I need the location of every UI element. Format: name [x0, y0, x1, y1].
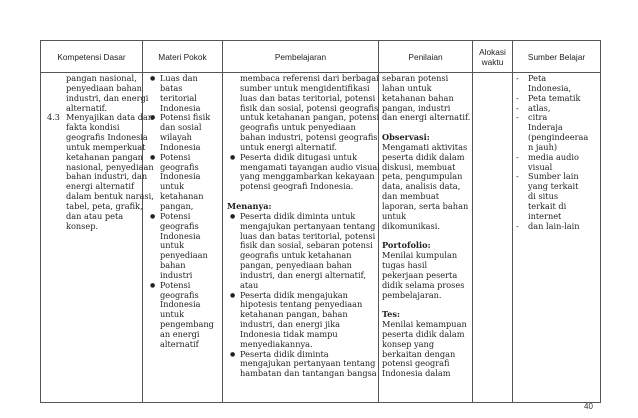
pembelajaran-line: industri, dan energi alternatif,	[240, 269, 366, 280]
content-row	[41, 73, 601, 403]
sumber-line: media audio	[528, 151, 579, 162]
materi-item	[147, 212, 222, 281]
materi-line: Indonesia	[160, 102, 201, 113]
pembelajaran-line: geografis untuk ketahanan	[240, 250, 352, 261]
kd-line: penyediaan bahan	[66, 82, 142, 93]
dash-marker: -	[516, 102, 519, 113]
pembelajaran-line: geografis untuk penyediaan	[240, 122, 356, 133]
materi-line: Indonesia	[160, 230, 201, 241]
sumber-line: Sumber lain	[528, 171, 579, 182]
pembelajaran-line: hambatan dan tantangan bangsa	[240, 368, 377, 379]
pembelajaran-line: ● Peserta didik mengajukan	[240, 289, 348, 300]
penilaian-line: ketahanan bahan	[382, 92, 454, 103]
materi-line: untuk	[160, 181, 185, 192]
pembelajaran-line: ● Peserta didik ditugasi untuk	[240, 151, 358, 162]
penilaian-line: didik selama proses	[382, 279, 465, 290]
penilaian-line: potensi geografi	[382, 358, 450, 369]
penilaian-line: pangan, industri	[382, 102, 451, 113]
penilaian-line: dan energi alternatif.	[382, 112, 471, 123]
sumber-line: dan lain-lain	[528, 220, 580, 231]
observasi-heading: Observasi:	[382, 132, 430, 143]
materi-line: ketahanan	[160, 191, 204, 202]
materi-line: untuk	[160, 309, 185, 320]
pembelajaran-bullet	[227, 212, 378, 291]
penilaian-line: lahan untuk	[382, 82, 432, 93]
sumber-line: di situs	[528, 191, 559, 202]
materi-line: bahan	[160, 260, 186, 271]
tes-heading: Tes:	[382, 309, 400, 320]
sumber-line: Peta	[528, 73, 547, 83]
kd-line: dalam bentuk narasi,	[66, 191, 154, 202]
dash-marker: -	[516, 171, 519, 182]
header-materi: Materi Pokok	[143, 41, 223, 73]
pembelajaran-line: potensi geografi Indonesia.	[240, 181, 354, 192]
penilaian-line: peserta didik dalam	[382, 151, 465, 162]
penilaian-line: untuk	[382, 210, 407, 221]
pembelajaran-line: ● Peserta didik diminta untuk	[240, 210, 356, 221]
header-pembelajaran: Pembelajaran	[223, 41, 379, 73]
materi-line: batas	[160, 82, 183, 93]
pembelajaran-line: membaca referensi dari berbagai	[240, 73, 379, 83]
dash-marker: -	[516, 73, 519, 83]
pembelajaran-line: hipotesis tentang penyediaan	[240, 299, 363, 310]
pembelajaran-bullet	[227, 350, 378, 380]
pembelajaran-line: sumber untuk mengidentifikasi	[240, 82, 370, 93]
sumber-line: n jauh)	[528, 141, 558, 152]
materi-line: geografis	[160, 289, 199, 300]
kd-line: tabel, peta, grafik,	[66, 200, 143, 211]
kd-line: nasional, penyediaan	[66, 161, 154, 172]
kd-line: industri, dan energi	[66, 92, 149, 103]
materi-line: pangan,	[160, 200, 194, 211]
materi-line: industri	[160, 269, 193, 280]
penilaian-line: konsep yang	[382, 338, 435, 349]
pembelajaran-line: untuk energi alternatif.	[240, 141, 337, 152]
dash-marker: -	[516, 112, 519, 123]
portofolio-heading: Portofolio:	[382, 240, 431, 251]
materi-line: untuk	[160, 240, 185, 251]
materi-line: geografis	[160, 220, 199, 231]
pembelajaran-line: yang menggambarkan kekayaan	[240, 171, 375, 182]
header-penilaian: Penilaian	[379, 41, 473, 73]
kd-line: untuk memperkuat	[66, 141, 146, 152]
curriculum-table	[40, 40, 601, 403]
pembelajaran-line: mengamati tayangan audio visual	[240, 161, 380, 172]
penilaian-line: pembelajaran.	[382, 289, 442, 300]
pembelajaran-line: mengajukan pertanyaan tentang	[240, 220, 376, 231]
sumber-line: Inderaja	[528, 122, 563, 133]
materi-line: ● Potensi	[160, 279, 191, 290]
materi-line: penyediaan	[160, 250, 208, 261]
cell-materi	[143, 73, 223, 403]
sumber-item	[516, 113, 600, 152]
menanya-heading: Menanya:	[227, 200, 272, 211]
materi-item	[147, 113, 222, 152]
sumber-line: Indonesia,	[528, 82, 572, 93]
materi-line: dan sosial	[160, 122, 202, 133]
penilaian-line: dikomunikasi.	[382, 220, 440, 231]
penilaian-line: pekerjaan peserta	[382, 269, 458, 280]
sumber-line: citra	[528, 112, 548, 123]
sumber-line: internet	[528, 210, 562, 221]
sumber-item	[516, 172, 600, 221]
kd-line: pangan nasional,	[66, 73, 137, 83]
materi-line: geografis	[160, 161, 199, 172]
kd-line: dan atau peta	[66, 210, 124, 221]
penilaian-line: Menilai kumpulan	[382, 250, 458, 261]
dash-marker: -	[516, 92, 519, 103]
page-number: 40	[584, 402, 593, 411]
header-kompetensi: Kompetensi Dasar	[41, 41, 143, 73]
kd-line: alternatif.	[66, 102, 107, 113]
kd-line: bahan industri, dan	[66, 171, 148, 182]
materi-line: pengembang	[160, 319, 214, 330]
penilaian-line: berkaitan dengan	[382, 348, 456, 359]
pembelajaran-line: Indonesia tidak mampu	[240, 328, 338, 339]
dash-marker: -	[516, 151, 519, 162]
penilaian-line: diskusi, membuat	[382, 161, 456, 172]
pembelajaran-line: fisik dan sosial, potensi geografis	[240, 102, 379, 113]
kd-line: fakta kondisi	[66, 122, 120, 133]
header-alokasi-line2: waktu	[481, 56, 504, 67]
penilaian-line: laporan, serta bahan	[382, 200, 469, 211]
sumber-line: (pengindeeraa	[528, 132, 589, 143]
pembelajaran-line: pangan, penyediaan bahan	[240, 260, 352, 271]
materi-line: Indonesia	[160, 171, 201, 182]
sumber-item	[516, 74, 600, 94]
pembelajaran-line: luas dan batas teritorial, potensi	[240, 92, 376, 103]
pembelajaran-bullet	[227, 291, 378, 350]
header-alokasi-line1: Alokasi	[479, 46, 506, 57]
materi-line: alternatif	[160, 338, 199, 349]
kd-line: ketahanan pangan	[66, 151, 143, 162]
kd-line: Menyajikan data dan	[66, 112, 154, 123]
pembelajaran-line: ● Peserta didik diminta	[240, 348, 329, 359]
sumber-line: terkait di	[528, 200, 567, 211]
header-sumber: Sumber Belajar	[513, 41, 601, 73]
cell-penilaian	[379, 73, 473, 403]
penilaian-line: Indonesia dalam	[382, 368, 451, 379]
materi-line: ● Potensi	[160, 151, 191, 162]
pembelajaran-line: ketahanan pangan, bahan	[240, 309, 348, 320]
penilaian-line: peserta didik dalam	[382, 328, 465, 339]
pembelajaran-line: untuk ketahanan pangan, potensi	[240, 112, 380, 123]
materi-line: ● Potensi fisik	[160, 112, 211, 123]
kd-line: energi alternatif	[66, 181, 134, 192]
penilaian-line: data, analisis data,	[382, 181, 461, 192]
kd-line: geografis Indonesia	[66, 132, 148, 143]
sumber-item	[516, 153, 600, 173]
penilaian-line: dan membuat	[382, 191, 440, 202]
kd-line: konsep.	[66, 220, 99, 231]
materi-item	[147, 281, 222, 350]
pembelajaran-line: fisik dan sosial, sebaran potensi	[240, 240, 373, 251]
penilaian-line: Mengamati aktivitas	[382, 141, 468, 152]
pembelajaran-line: industri, dan energi jika	[240, 319, 340, 330]
materi-line: Indonesia	[160, 141, 201, 152]
materi-item	[147, 153, 222, 212]
pembelajaran-line: luas dan batas teritorial, potensi	[240, 230, 376, 241]
penilaian-line: tugas hasil	[382, 260, 428, 271]
materi-item	[147, 74, 222, 113]
materi-line: ● Potensi	[160, 210, 191, 221]
penilaian-line: sebaran potensi	[382, 73, 449, 83]
materi-line: an energi	[160, 328, 200, 339]
dash-marker: -	[516, 220, 519, 231]
header-row	[41, 41, 601, 73]
materi-line: ● Luas dan	[160, 73, 198, 83]
cell-alokasi	[473, 73, 513, 403]
materi-line: Indonesia	[160, 299, 201, 310]
materi-line: teritorial	[160, 92, 197, 103]
cell-pembelajaran	[223, 73, 379, 403]
pembelajaran-intro	[227, 74, 378, 153]
pembelajaran-bullet	[227, 153, 378, 192]
pembelajaran-line: mengajukan pertanyaan tentang	[240, 358, 376, 369]
sumber-line: yang terkait	[528, 181, 579, 192]
penilaian-line: Menilai kemampuan	[382, 319, 467, 330]
sumber-item	[516, 222, 600, 232]
sumber-line: atlas,	[528, 102, 551, 113]
sumber-line: Peta tematik	[528, 92, 581, 103]
materi-line: wilayah	[160, 132, 192, 143]
pembelajaran-line: menyediakannya.	[240, 338, 313, 349]
pembelajaran-line: atau	[240, 279, 259, 290]
header-alokasi	[473, 41, 513, 73]
pembelajaran-line: bahan industri, potensi geografis	[240, 132, 378, 143]
kd-number: 4.3	[47, 112, 61, 123]
sumber-line: visual	[528, 161, 553, 172]
cell-kompetensi	[41, 73, 154, 403]
cell-sumber	[513, 73, 601, 403]
penilaian-line: peta, pengumpulan	[382, 171, 463, 182]
